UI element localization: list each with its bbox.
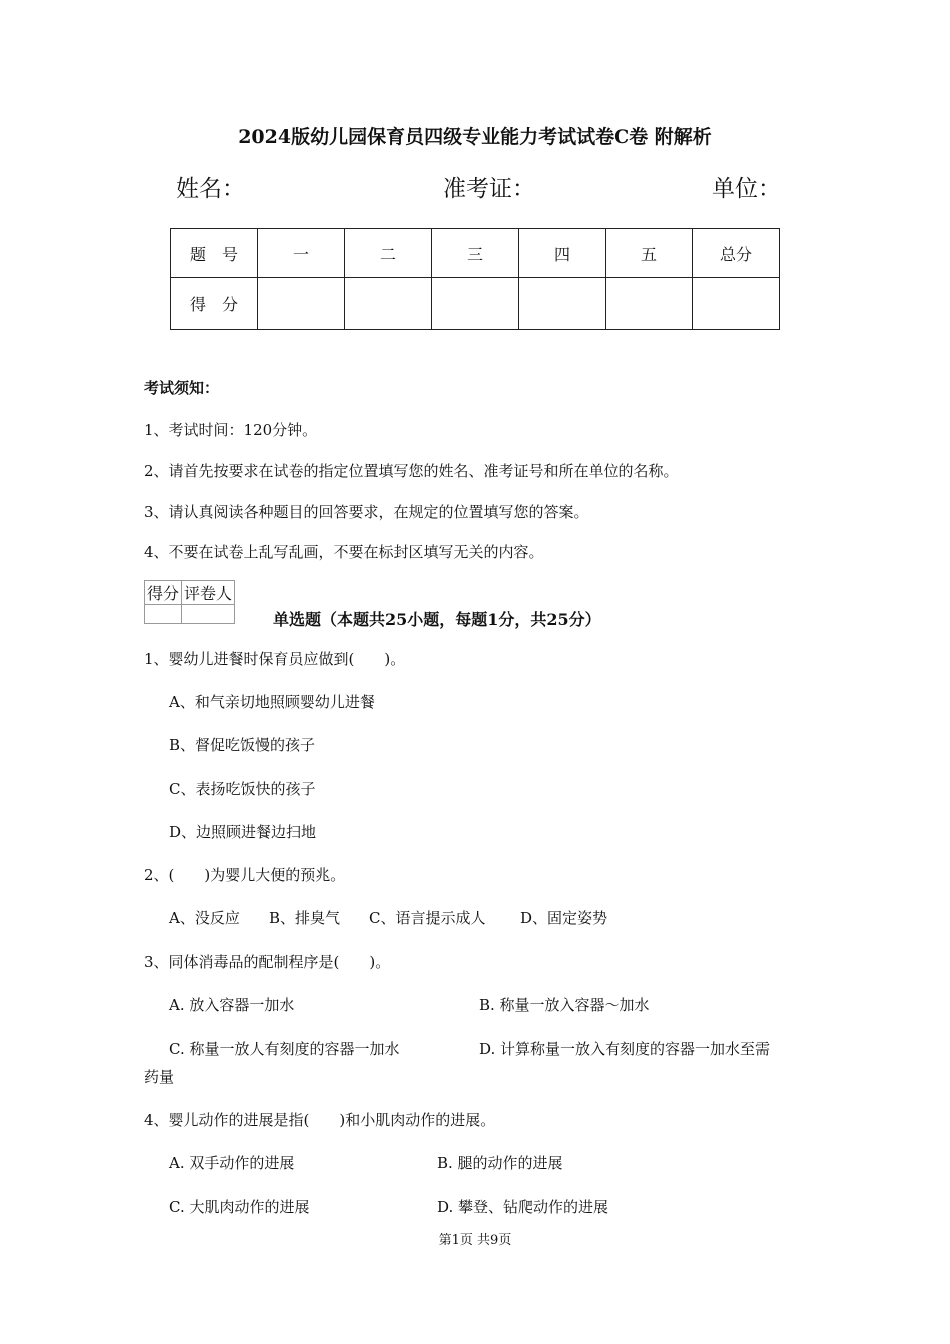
option-a: A. 放入容器一加水 xyxy=(169,996,295,1014)
score-table-header-row xyxy=(171,229,780,278)
instruction-item: 3、请认真阅读各种题目的回答要求，在规定的位置填写您的答案。 xyxy=(144,503,589,521)
question-stem: 3、同体消毒品的配制程序是( )。 xyxy=(144,953,391,971)
score-input-cell[interactable] xyxy=(258,278,345,330)
instructions-heading: 考试须知： xyxy=(144,379,220,397)
option-c: C、语言提示成人 xyxy=(369,909,486,927)
instruction-item: 2、请首先按要求在试卷的指定位置填写您的姓名、准考证号和所在单位的名称。 xyxy=(144,462,679,480)
grader-score-label: 得分 xyxy=(145,581,182,605)
score-table xyxy=(170,228,780,330)
section-heading: 单选题（本题共25小题，每题1分，共25分） xyxy=(273,610,601,629)
instruction-item: 4、不要在试卷上乱写乱画，不要在标封区填写无关的内容。 xyxy=(144,543,544,561)
unit-label: 单位： xyxy=(712,176,781,202)
grader-score-cell[interactable] xyxy=(145,605,182,624)
page-number: 第1页 共9页 xyxy=(438,1233,512,1248)
option-d-continuation: 药量 xyxy=(144,1068,175,1086)
grader-box xyxy=(144,580,235,624)
name-label: 姓名： xyxy=(176,176,245,202)
score-input-cell[interactable] xyxy=(693,278,780,330)
score-table-cell: 题 号 xyxy=(171,229,258,278)
score-table-cell: 二 xyxy=(345,229,432,278)
option-b: B、督促吃饭慢的孩子 xyxy=(169,736,316,754)
score-table-cell: 四 xyxy=(519,229,606,278)
score-table-score-row xyxy=(171,278,780,330)
question-stem: 2、( )为婴儿大便的预兆。 xyxy=(144,866,346,884)
score-row-label: 得 分 xyxy=(171,278,258,330)
score-table-cell: 总分 xyxy=(693,229,780,278)
option-d: D. 计算称量一放入有刻度的容器一加水至需 xyxy=(479,1040,771,1058)
score-table-cell: 五 xyxy=(606,229,693,278)
exam-title: 2024版幼儿园保育员四级专业能力考试试卷C卷 附解析 xyxy=(238,126,712,148)
option-c: C. 称量一放人有刻度的容器一加水 xyxy=(169,1040,400,1058)
grader-name-label: 评卷人 xyxy=(182,581,235,605)
score-input-cell[interactable] xyxy=(606,278,693,330)
option-a: A、没反应 xyxy=(169,909,240,927)
option-d: D、固定姿势 xyxy=(520,909,608,927)
option-a: A. 双手动作的进展 xyxy=(169,1154,295,1172)
option-c: C. 大肌肉动作的进展 xyxy=(169,1198,310,1216)
question-stem: 1、婴幼儿进餐时保育员应做到( )。 xyxy=(144,650,406,668)
question-stem: 4、婴儿动作的进展是指( )和小肌肉动作的进展。 xyxy=(144,1111,496,1129)
grader-name-cell[interactable] xyxy=(182,605,235,624)
instruction-item: 1、考试时间：120分钟。 xyxy=(144,421,318,439)
score-input-cell[interactable] xyxy=(345,278,432,330)
option-d: D. 攀登、钻爬动作的进展 xyxy=(437,1198,609,1216)
option-c: C、表扬吃饭快的孩子 xyxy=(169,780,316,798)
option-a: A、和气亲切地照顾婴幼儿进餐 xyxy=(169,693,375,711)
score-table-cell: 三 xyxy=(432,229,519,278)
option-b: B、排臭气 xyxy=(269,909,341,927)
score-input-cell[interactable] xyxy=(432,278,519,330)
option-d: D、边照顾进餐边扫地 xyxy=(169,823,317,841)
ticket-number-label: 准考证： xyxy=(443,176,535,202)
score-table-cell: 一 xyxy=(258,229,345,278)
score-input-cell[interactable] xyxy=(519,278,606,330)
option-b: B. 腿的动作的进展 xyxy=(437,1154,563,1172)
option-b: B. 称量一放入容器～加水 xyxy=(479,996,650,1014)
